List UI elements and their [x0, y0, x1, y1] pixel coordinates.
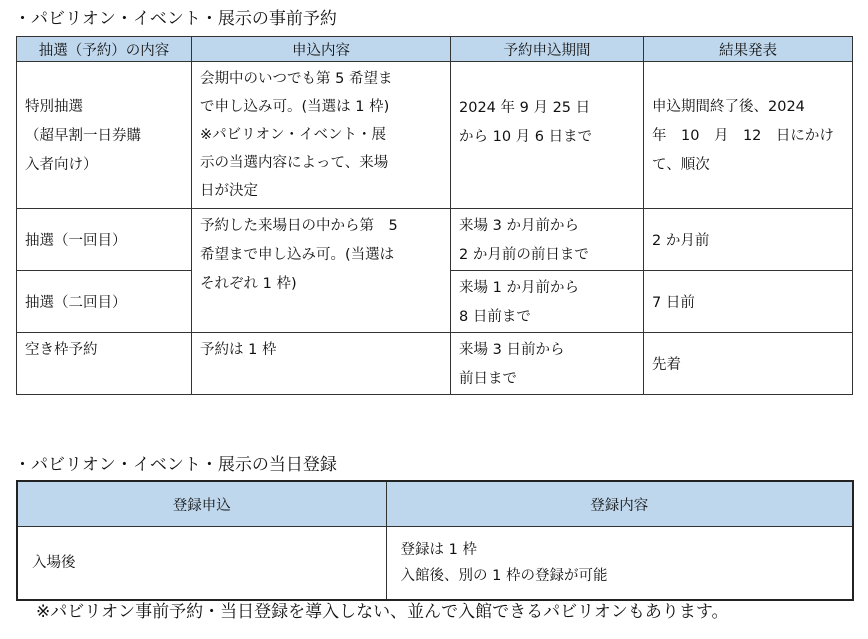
shared-application [192, 209, 451, 333]
table-header-row [17, 481, 853, 527]
table-row-first-lottery [17, 209, 853, 271]
text-line: 8 日前まで [459, 309, 531, 325]
column-header-result: 結果発表 [644, 37, 853, 62]
text-line: 7 日前 [652, 294, 695, 311]
text-line: 入館後、別の 1 枠の登録が可能 [400, 568, 608, 584]
text-line: 会期中のいつでも第 5 希望ま [200, 71, 393, 87]
first-lottery-type [17, 209, 192, 271]
column-header-period: 予約申込期間 [451, 37, 644, 62]
same-day-registration-table [16, 480, 854, 601]
text-line: 前日まで [459, 371, 517, 387]
text-line: （超早割一日券購 [25, 128, 141, 144]
special-lottery-period [451, 62, 644, 209]
table-row-vacancy [17, 333, 853, 395]
text-line: 入者向け） [25, 157, 98, 173]
special-lottery-result [644, 62, 853, 209]
text-line: 予約は 1 枠 [200, 342, 277, 358]
text-line: 抽選（一回目） [25, 232, 127, 249]
text-line: 年 10 月 12 日にかけ [652, 128, 834, 144]
vacancy-period [451, 333, 644, 395]
special-lottery-application [192, 62, 451, 209]
table-header-row [17, 37, 853, 62]
text-line: 抽選（二回目） [25, 294, 127, 311]
vacancy-type [17, 333, 192, 395]
column-header-registration-timing: 登録申込 [17, 481, 386, 527]
text-line: て、順次 [652, 157, 710, 173]
table-row-same-day [17, 527, 853, 601]
registration-timing: 入場後 [17, 527, 386, 601]
text-line: それぞれ 1 枠) [200, 276, 297, 292]
text-line: 申込期間終了後、2024 [652, 99, 805, 115]
vacancy-result [644, 333, 853, 395]
advance-reservation-heading: ・パビリオン・イベント・展示の事前予約 [14, 9, 337, 29]
registration-content [386, 527, 853, 601]
text-line: 希望まで申し込み可。(当選は [200, 247, 395, 263]
text-line: 予約した来場日の中から第 5 [200, 218, 398, 234]
text-line: から 10 月 6 日まで [459, 129, 593, 145]
text-line: 2 か月前の前日まで [459, 247, 589, 263]
text-line: 特別抽選 [25, 99, 83, 115]
text-line: 来場 1 か月前から [459, 280, 579, 296]
column-header-lottery: 抽選（予約）の内容 [17, 37, 192, 62]
vacancy-application [192, 333, 451, 395]
first-lottery-period [451, 209, 644, 271]
first-lottery-result [644, 209, 853, 271]
text-line: 来場 3 か月前から [459, 218, 579, 234]
text-line: 登録は 1 枠 [400, 542, 477, 558]
table-row-special-lottery [17, 62, 853, 209]
same-day-registration-heading: ・パビリオン・イベント・展示の当日登録 [14, 455, 337, 475]
second-lottery-result [644, 271, 853, 333]
text-line: 日が決定 [200, 183, 258, 199]
advance-reservation-table [16, 36, 853, 395]
second-lottery-type [17, 271, 192, 333]
footnote: ※パビリオン事前予約・当日登録を導入しない、並んで入館できるパビリオンもあります。 [36, 602, 729, 622]
text-line: 2 か月前 [652, 232, 710, 249]
column-header-application: 申込内容 [192, 37, 451, 62]
text-line: 先着 [652, 356, 681, 373]
text-line: 空き枠予約 [25, 342, 98, 358]
text-line: 来場 3 日前から [459, 342, 565, 358]
text-line: で申し込み可。(当選は 1 枠) [200, 99, 390, 115]
text-line: ※パビリオン・イベント・展 [200, 127, 387, 143]
text-line: 示の当選内容によって、来場 [200, 155, 389, 171]
column-header-registration-content: 登録内容 [386, 481, 853, 527]
special-lottery-type [17, 62, 192, 209]
second-lottery-period [451, 271, 644, 333]
text-line: 2024 年 9 月 25 日 [459, 100, 591, 116]
